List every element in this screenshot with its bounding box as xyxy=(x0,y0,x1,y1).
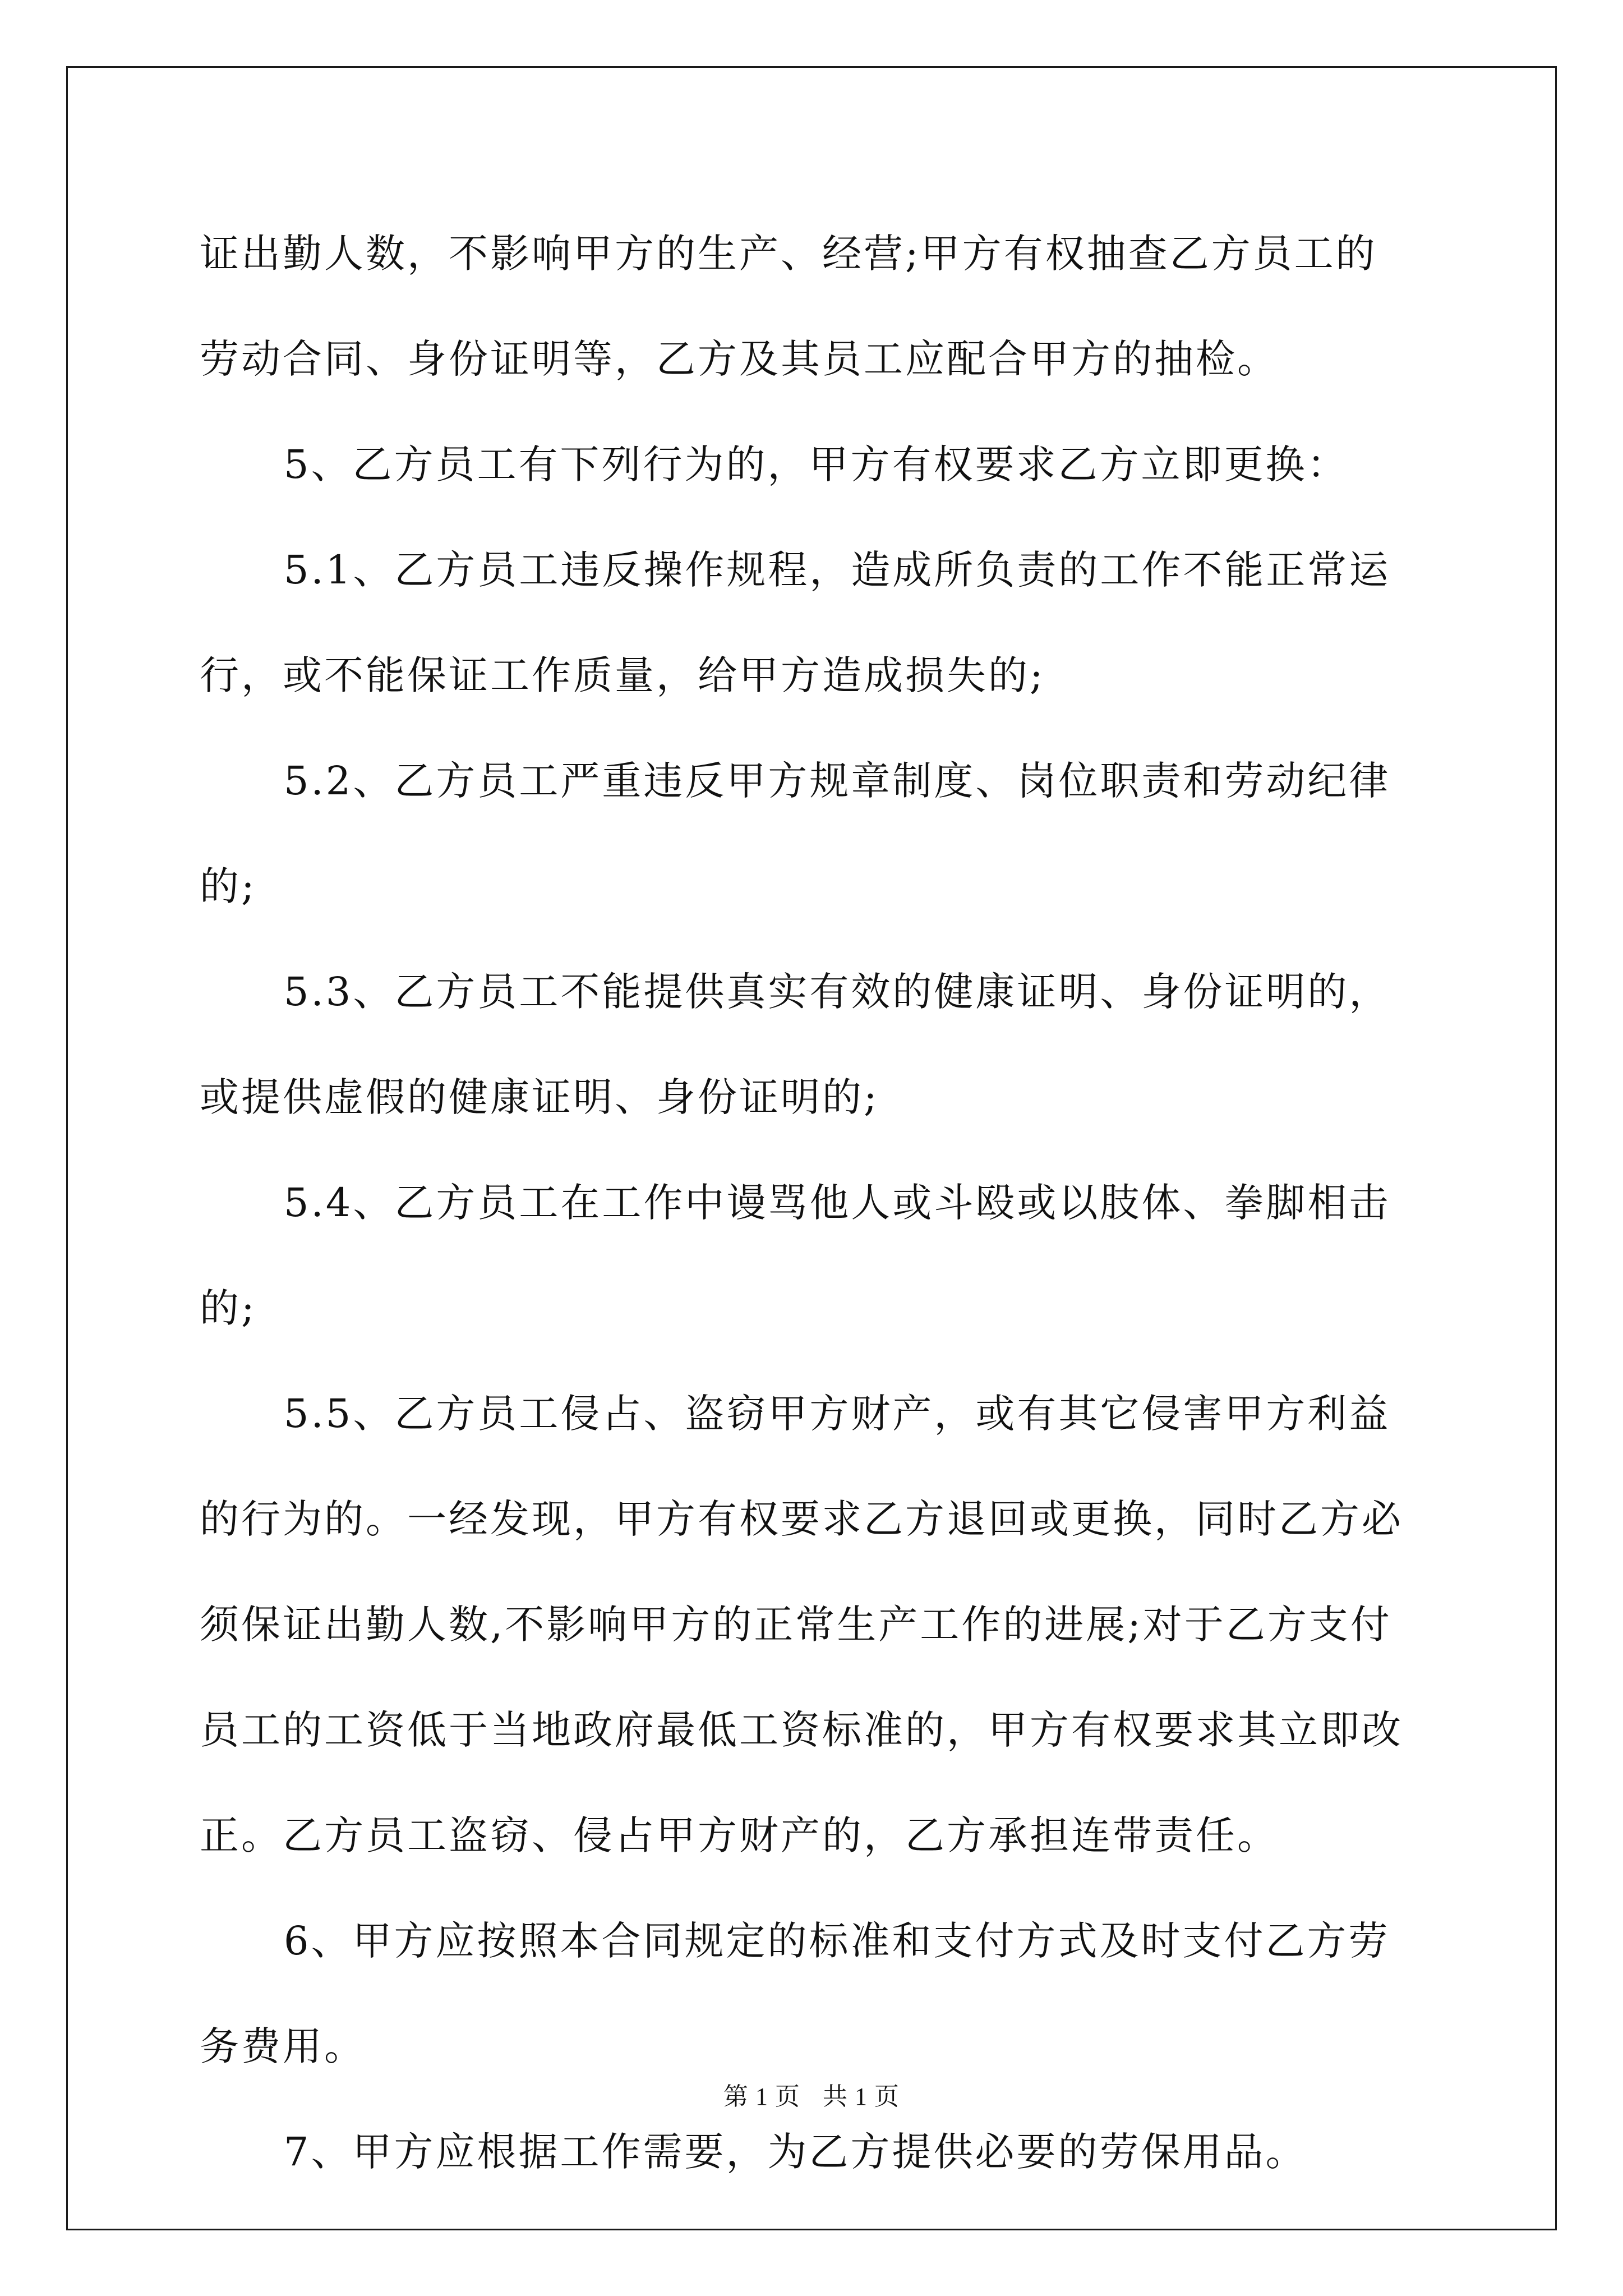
document-body xyxy=(200,201,1417,2205)
paragraph-clause-5-5: 5.5、乙方员工侵占、盗窃甲方财产，或有其它侵害甲方利益的行为的。一经发现，甲方有权要求乙方退回或更换，同时乙方必须保证出勤人数,不影响甲方的正常生产工作的进展;对于乙方支付员工的工资低于当地政府最低工资标准的，甲方有权要求其立即改正。乙方员工盗窃、侵占甲方财产的，乙方承担连带责任。 xyxy=(200,1391,1403,1858)
page-number-total: 共 1 页 xyxy=(823,2083,900,2110)
paragraph-clause-5-3: 5.3、乙方员工不能提供真实有效的健康证明、身份证明的，或提供虚假的健康证明、身份证明的; xyxy=(200,969,1391,1120)
page-number-current: 第 1 页 xyxy=(723,2083,800,2110)
paragraph-clause-5: 5、乙方员工有下列行为的，甲方有权要求乙方立即更换： xyxy=(284,441,1349,487)
page-footer xyxy=(0,2080,1623,2114)
paragraph-clause-6: 6、甲方应按照本合同规定的标准和支付方式及时支付乙方劳务费用。 xyxy=(200,1918,1390,2069)
paragraph-clause-7: 7、甲方应根据工作需要，为乙方提供必要的劳保用品。 xyxy=(284,2129,1307,2175)
paragraph-clause-5-2: 5.2、乙方员工严重违反甲方规章制度、岗位职责和劳动纪律的; xyxy=(200,758,1391,909)
paragraph-clause-5-1: 5.1、乙方员工违反操作规程，造成所负责的工作不能正常运行，或不能保证工作质量，给甲方造成损失的; xyxy=(200,547,1391,698)
paragraph-clause-5-4: 5.4、乙方员工在工作中谩骂他人或斗殴或以肢体、拳脚相击的; xyxy=(200,1180,1391,1331)
paragraph-continued: 证出勤人数，不影响甲方的生产、经营;甲方有权抽查乙方员工的劳动合同、身份证明等，乙方及其员工应配合甲方的抽检。 xyxy=(200,231,1377,382)
